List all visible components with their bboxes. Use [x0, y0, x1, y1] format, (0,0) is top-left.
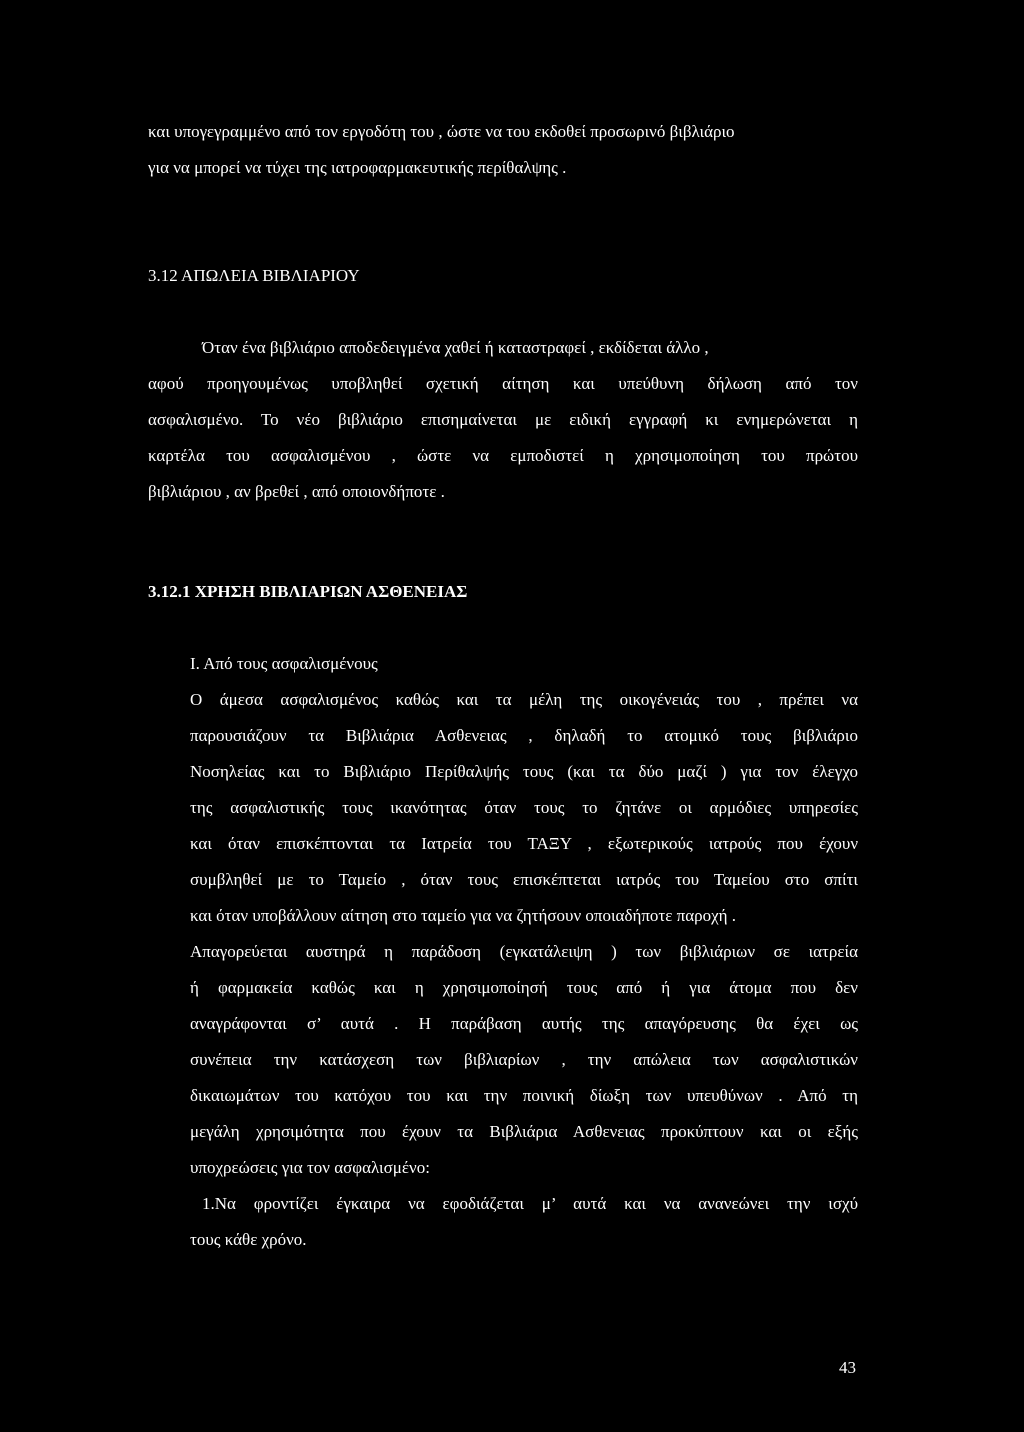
paragraph-3-12-1-line-8: Απαγορεύεται αυστηρά η παράδοση (εγκατάλειψη ) των βιβλιάριων σε ιατρεία — [190, 942, 858, 961]
paragraph-3-12-1-line-13: μεγάλη χρησιμότητα που έχουν τα Βιβλιάρια Ασθενειας προκύπτουν και οι εξής — [190, 1122, 858, 1141]
paragraph-3-12-line-3: ασφαλισμένο. Το νέο βιβλιάριο επισημαίνεται με ειδική εγγραφή κι ενημερώνεται η — [148, 410, 858, 429]
subheading-from-insured: Ι. Από τους ασφαλισμένους — [190, 654, 378, 673]
paragraph-3-12-line-5: βιβλιάριου , αν βρεθεί , από οποιονδήποτε . — [148, 482, 445, 501]
paragraph-3-12-1-line-6: συμβληθεί με το Ταμείο , όταν τους επισκέπτεται ιατρός του Ταμείου στο σπίτι — [190, 870, 858, 889]
paragraph-3-12-1-line-5: και όταν επισκέπτονται τα Ιατρεία του ΤΑΞΥ , εξωτερικούς ιατρούς που έχουν — [190, 834, 858, 853]
paragraph-3-12-line-2: αφού προηγουμένως υποβληθεί σχετική αίτηση και υπεύθυνη δήλωση από τον — [148, 374, 858, 393]
paragraph-3-12-line-1: Όταν ένα βιβλιάριο αποδεδειγμένα χαθεί ή καταστραφεί , εκδίδεται άλλο , — [202, 338, 709, 357]
paragraph-3-12-1-line-14: υποχρεώσεις για τον ασφαλισμένο: — [190, 1158, 430, 1177]
obligation-item-1-line-2: τους κάθε χρόνο. — [190, 1230, 307, 1249]
page-number: 43 — [839, 1358, 856, 1377]
intro-line-2: για να μπορεί να τύχει της ιατροφαρμακευτικής περίθαλψης . — [148, 158, 567, 177]
paragraph-3-12-1-line-3: Νοσηλείας και το Βιβλιάριο Περίθαλψής τους (και τα δύο μαζί ) για τον έλεγχο — [190, 762, 858, 781]
paragraph-3-12-1-line-9: ή φαρμακεία καθώς και η χρησιμοποίησή τους από ή για άτομα που δεν — [190, 978, 858, 997]
section-heading-3-12: 3.12 ΑΠΩΛΕΙΑ ΒΙΒΛΙΑΡΙΟΥ — [148, 266, 360, 285]
obligation-item-1-line-1: 1.Να φροντίζει έγκαιρα να εφοδιάζεται μ’ αυτά και να ανανεώνει την ισχύ — [202, 1194, 858, 1213]
paragraph-3-12-1-line-1: Ο άμεσα ασφαλισμένος καθώς και τα μέλη της οικογένειάς του , πρέπει να — [190, 690, 858, 709]
paragraph-3-12-line-4: καρτέλα του ασφαλισμένου , ώστε να εμποδιστεί η χρησιμοποίηση του πρώτου — [148, 446, 858, 465]
paragraph-3-12-1-line-10: αναγράφονται σ’ αυτά . Η παράβαση αυτής της απαγόρευσης θα έχει ως — [190, 1014, 858, 1033]
intro-line-1: και υπογεγραμμένο από τον εργοδότη του , ώστε να του εκδοθεί προσωρινό βιβλιάριο — [148, 122, 735, 141]
paragraph-3-12-1-line-11: συνέπεια την κατάσχεση των βιβλιαρίων , την απώλεια των ασφαλιστικών — [190, 1050, 858, 1069]
paragraph-3-12-1-line-2: παρουσιάζουν τα Βιβλιάρια Ασθενειας , δηλαδή το ατομικό τους βιβλιάριο — [190, 726, 858, 745]
paragraph-3-12-1-line-7: και όταν υποβάλλουν αίτηση στο ταμείο για να ζητήσουν οποιαδήποτε παροχή . — [190, 906, 737, 925]
section-heading-3-12-1: 3.12.1 ΧΡΗΣΗ ΒΙΒΛΙΑΡΙΩΝ ΑΣΘΕΝΕΙΑΣ — [148, 582, 468, 601]
paragraph-3-12-1-line-12: δικαιωμάτων του κατόχου του και την ποινική δίωξη των υπευθύνων . Από τη — [190, 1086, 858, 1105]
paragraph-3-12-1-line-4: της ασφαλιστικής τους ικανότητας όταν τους το ζητάνε οι αρμόδιες υπηρεσίες — [190, 798, 858, 817]
